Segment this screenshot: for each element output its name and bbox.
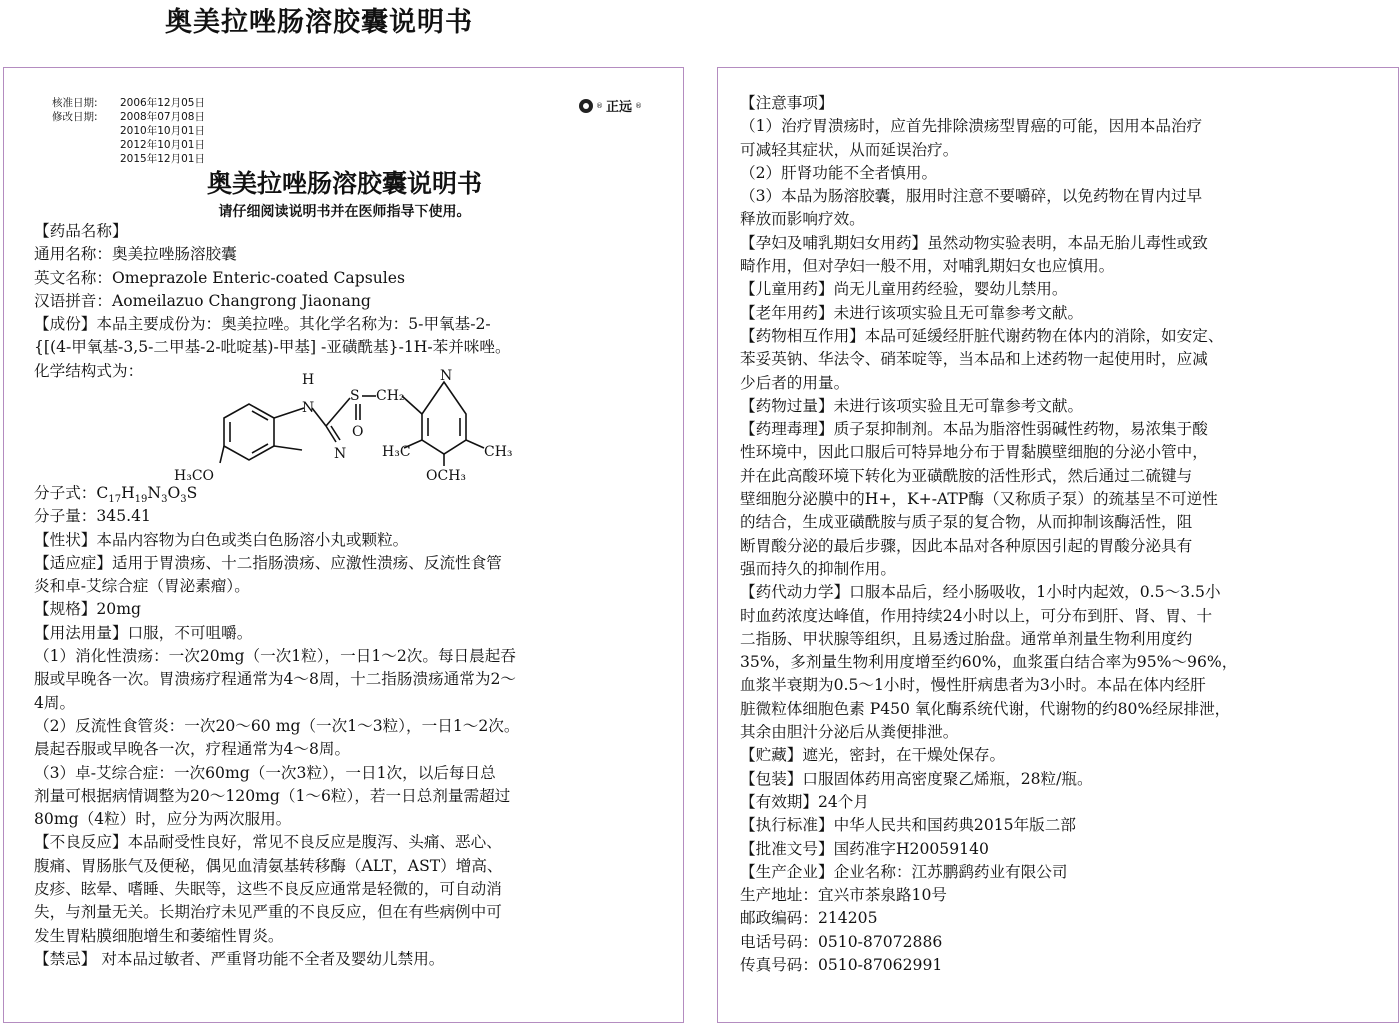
formula-part: S	[186, 484, 198, 502]
document-title: 奥美拉唑肠溶胶囊说明书	[206, 169, 482, 198]
text-line: 释放而影响疗效。	[740, 210, 865, 229]
formula-part: H	[121, 484, 135, 502]
text-line: 其余由胆汁分泌后从粪便排泄。	[740, 723, 959, 742]
text-line: 【有效期】24个月	[740, 792, 869, 811]
dosage-line: 4周。	[34, 693, 76, 712]
structure-pyridine-n-label: N	[440, 368, 453, 384]
text-line: 【注意事项】	[740, 94, 834, 112]
contraindications-section: 【禁忌】 对本品过敏者、严重肾功能不全者及婴幼儿禁用。	[34, 949, 445, 968]
dosage-line: 晨起吞服或早晚各一次，疗程通常为4～8周。	[34, 740, 351, 759]
text-line: 【老年用药】未进行该项实验且无可靠参考文献。	[740, 303, 1084, 322]
composition-line: 【成份】本品主要成份为：奥美拉唑。其化学名称为：5-甲氧基-2-	[34, 315, 491, 334]
text-line: （2）肝肾功能不全者慎用。	[740, 163, 938, 182]
text-line: 【药代动力学】口服本品后，经小肠吸收，1小时内起效，0.5～3.5小	[740, 583, 1221, 602]
dosage-line: 剂量可根据病情调整为20～120mg（1～6粒），若一日总剂量需超过	[34, 786, 511, 805]
date-value: 2012年10月01日	[120, 139, 205, 151]
text-line: 35%，多剂量生物利用度增至约60%，血浆蛋白结合率为95%～96%，	[740, 653, 1238, 672]
adverse-reaction-line: 皮疹、眩晕、嗜睡、失眠等，这些不良反应通常是轻微的，可自动消	[34, 880, 502, 899]
text-line: 邮政编码：214205	[740, 909, 878, 928]
formula-label: 分子式：	[34, 484, 97, 502]
formula-subscript: 3	[180, 494, 187, 506]
specification-section: 【规格】20mg	[34, 600, 141, 619]
date-value: 2006年12月05日	[120, 97, 205, 109]
pinyin-name: 汉语拼音：Aomeilazuo Changrong Jiaonang	[34, 291, 371, 310]
chemical-structure	[164, 368, 544, 488]
adverse-reaction-line: 【不良反应】本品耐受性良好，常见不良反应是腹泻、头痛、恶心、	[34, 833, 502, 852]
english-name: 英文名称：Omeprazole Enteric-coated Capsules	[34, 268, 405, 287]
structure-ch2-label: CH₂	[376, 388, 405, 404]
text-line: 传真号码：0510-87062991	[740, 955, 943, 974]
text-line: 【生产企业】企业名称：江苏鹏鹞药业有限公司	[740, 862, 1068, 881]
adverse-reaction-line: 失，与剂量无关。长期治疗未见严重的不良反应，但在有些病例中可	[34, 903, 502, 922]
formula-part: C	[96, 484, 109, 502]
structure-s-label: S	[350, 388, 360, 404]
right-page-panel	[717, 67, 1399, 1023]
registered-mark: ®	[596, 101, 603, 110]
date-label: 修改日期:	[52, 111, 98, 123]
text-line: 性环境中，因此口服后可特异地分布于胃黏膜壁细胞的分泌小管中，	[740, 443, 1208, 462]
text-line: 时血药浓度达峰值，作用持续24小时以上，可分布到肝、肾、胃、十	[740, 606, 1213, 625]
structure-n2-label: N	[334, 446, 347, 462]
text-line: 断胃酸分泌的最后步骤，因此本品对各种原因引起的胃酸分泌具有	[740, 536, 1193, 555]
registered-mark: ®	[635, 101, 643, 110]
text-line: 苯妥英钠、华法令、硝苯啶等，当本品和上述药物一起使用时，应减	[740, 350, 1208, 369]
text-line: 【药物过量】未进行该项实验且无可靠参考文献。	[740, 396, 1084, 415]
text-line: 【包装】口服固体药用高密度聚乙烯瓶，28粒/瓶。	[740, 769, 1093, 788]
dosage-line: （3）卓-艾综合症：一次60mg（一次3粒），一日1次，以后每日总	[34, 763, 496, 782]
indications-line: 【适应症】适用于胃溃疡、十二指肠溃疡、应激性溃疡、反流性食管	[34, 553, 502, 572]
text-line: 【孕妇及哺乳期妇女用药】虽然动物实验表明，本品无胎儿毒性或致	[740, 233, 1208, 252]
approval-dates	[52, 96, 205, 166]
date-value: 2015年12月01日	[120, 153, 205, 165]
company-logo	[579, 96, 642, 115]
text-line: 【儿童用药】尚无儿童用药经验，婴幼儿禁用。	[740, 280, 1068, 299]
text-line: 【药物相互作用】本品可延缓经肝脏代谢药物在体内的消除，如安定、	[740, 326, 1224, 345]
generic-name: 通用名称：奥美拉唑肠溶胶囊	[34, 245, 237, 264]
adverse-reaction-line: 腹痛、胃肠胀气及便秘，偶见血清氨基转移酶（ALT，AST）增高、	[34, 856, 503, 875]
date-label	[52, 124, 120, 138]
structure-ch3-right-label: CH₃	[484, 444, 513, 460]
dosage-line: 80mg（4粒）时，应分为两次服用。	[34, 810, 292, 829]
composition-line: {[(4-甲氧基-3,5-二甲基-2-吡啶基)-甲基] -亚磺酰基}-1H-苯并咪唑。	[34, 338, 511, 357]
formula-subscript: 3	[161, 494, 168, 506]
text-line: 【贮藏】遮光，密封，在干燥处保存。	[740, 746, 1006, 765]
date-row	[52, 124, 205, 138]
date-label	[52, 138, 120, 152]
text-line: 畸作用，但对孕妇一般不用，对哺乳期妇女也应慎用。	[740, 257, 1115, 276]
date-value: 2008年07月08日	[120, 111, 205, 123]
formula-part: O	[167, 484, 181, 502]
dosage-line: 服或早晚各一次。胃溃疡疗程通常为4～8周，十二指肠溃疡通常为2～	[34, 670, 516, 689]
text-line: 血浆半衰期为0.5～1小时，慢性肝病患者为3小时。本品在体内经肝	[740, 676, 1206, 695]
dosage-line: （2）反流性食管炎：一次20～60 mg（一次1～3粒），一日1～2次。	[34, 716, 520, 735]
date-value: 2010年10月01日	[120, 125, 205, 137]
text-line: 壁细胞分泌膜中的H+，K+-ATP酶（又称质子泵）的巯基呈不可逆性	[740, 490, 1218, 509]
structure-n1-label: N	[302, 400, 315, 416]
text-line: 【药理毒理】质子泵抑制剂。本品为脂溶性弱碱性药物，易浓集于酸	[740, 420, 1208, 439]
left-section-top	[34, 220, 664, 383]
drug-name-heading: 【药品名称】	[34, 222, 128, 240]
date-row	[52, 96, 205, 110]
text-line: 【执行标准】中华人民共和国药典2015年版二部	[740, 816, 1076, 835]
text-line: 生产地址：宜兴市茶泉路10号	[740, 886, 947, 905]
text-line: 少后者的用量。	[740, 373, 850, 392]
text-line: 的结合，生成亚磺酰胺与质子泵的复合物，从而抑制该酶活性，阻	[740, 513, 1193, 532]
dosage-heading: 【用法用量】口服，不可咀嚼。	[34, 623, 253, 642]
structure-och3-label: OCH₃	[426, 468, 467, 484]
structure-nh-label: H	[302, 372, 315, 388]
date-row	[52, 110, 205, 124]
document-subtitle: 请仔细阅读说明书并在医师指导下使用。	[218, 204, 471, 220]
molecular-weight: 分子量：345.41	[34, 507, 151, 526]
page-title: 奥美拉唑肠溶胶囊说明书	[165, 7, 473, 38]
logo-text: 正远	[606, 100, 633, 115]
date-row	[52, 138, 205, 152]
date-label: 核准日期:	[52, 97, 98, 109]
left-page-panel	[3, 67, 684, 1023]
left-section-bottom	[34, 482, 664, 971]
structure-label: 化学结构式为：	[34, 361, 144, 380]
structure-h3co-label: H₃CO	[174, 468, 215, 484]
text-line: 【批准文号】国药准字H20059140	[740, 839, 989, 858]
text-line: （1）治疗胃溃疡时，应首先排除溃疡型胃癌的可能，因用本品治疗	[740, 117, 1203, 136]
text-line: 并在此高酸环境下转化为亚磺酰胺的活性形式，然后通过二硫键与	[740, 466, 1193, 485]
formula-subscript: 17	[108, 494, 122, 506]
text-line: （3）本品为肠溶胶囊，服用时注意不要嚼碎，以免药物在胃内过早	[740, 187, 1203, 206]
text-line: 强而持久的抑制作用。	[740, 559, 896, 578]
right-section	[740, 92, 1365, 977]
text-line: 脏微粒体细胞色素 P450 氧化酶系统代谢，代谢物的约80%经尿排泄，	[740, 699, 1231, 718]
molecular-formula	[34, 482, 664, 505]
benzene-ring	[224, 404, 274, 460]
formula-part: N	[147, 484, 162, 502]
text-line: 二指肠、甲状腺等组织，且易透过胎盘。通常单剂量生物利用度约	[740, 629, 1193, 648]
structure-o-label: O	[352, 424, 364, 440]
structure-ch3-left-label: H₃C	[382, 444, 411, 460]
indications-line: 炎和卓-艾综合症（胃泌素瘤）。	[34, 577, 250, 596]
text-line: 电话号码：0510-87072886	[740, 932, 943, 951]
logo-mark-icon	[579, 99, 593, 113]
description-section: 【性状】本品内容物为白色或类白色肠溶小丸或颗粒。	[34, 530, 409, 549]
adverse-reaction-line: 发生胃粘膜细胞增生和萎缩性胃炎。	[34, 926, 284, 945]
text-line: 可减轻其症状，从而延误治疗。	[740, 140, 959, 159]
dosage-line: （1）消化性溃疡：一次20mg（一次1粒），一日1～2次。每日晨起吞	[34, 647, 516, 666]
formula-subscript: 19	[134, 494, 148, 506]
